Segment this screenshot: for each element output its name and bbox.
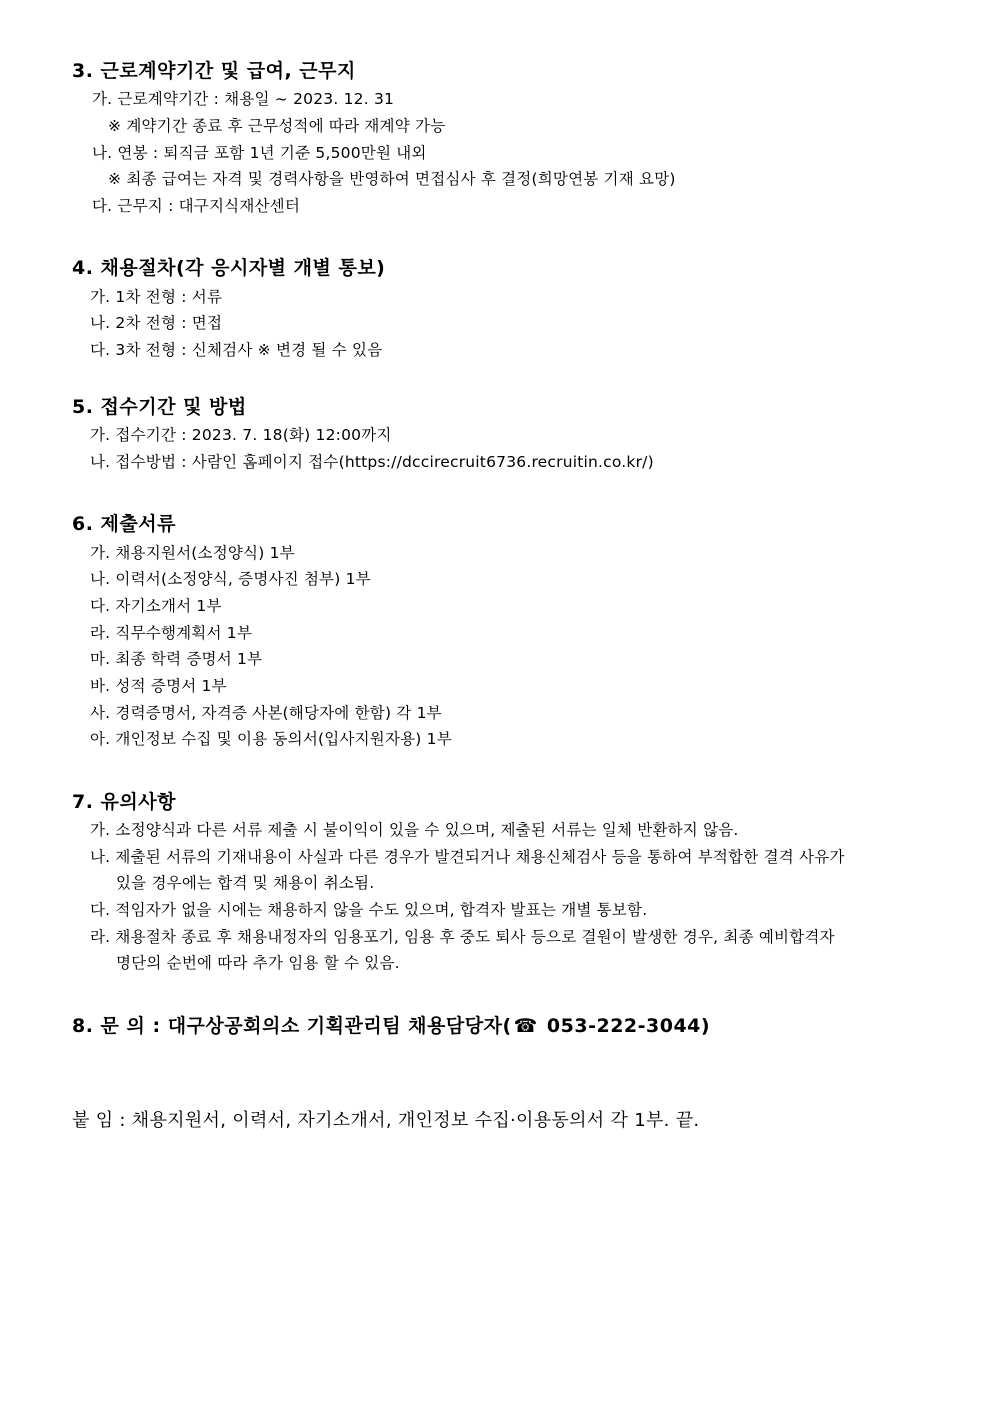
section-6-heading: 6. 제출서류 <box>72 513 176 535</box>
attachment-line: 붙 임 : 채용지원서, 이력서, 자기소개서, 개인정보 수집·이용동의서 각 1부. 끝. <box>72 1110 700 1131</box>
section-3-item-da: 다. 근무지 : 대구지식재산센터 <box>92 197 301 215</box>
section-5-item-na: 나. 접수방법 : 사람인 홈페이지 접수(https://dccirecruit6736.recruitin.co.kr/) <box>90 453 654 471</box>
section-7-item-na: 나. 제출된 서류의 기재내용이 사실과 다른 경우가 발견되거나 채용신체검사 등을 통하여 부적합한 결격 사유가 <box>90 848 845 866</box>
section-3-item-na: 나. 연봉 : 퇴직금 포함 1년 기준 5,500만원 내외 <box>92 144 427 162</box>
section-6-item-ma: 마. 최종 학력 증명서 1부 <box>90 650 263 668</box>
section-3-item-ga: 가. 근로계약기간 : 채용일 ~ 2023. 12. 31 <box>92 90 395 108</box>
section-3-heading: 3. 근로계약기간 및 급여, 근무지 <box>72 60 356 82</box>
section-7-item-ga: 가. 소정양식과 다른 서류 제출 시 불이익이 있을 수 있으며, 제출된 서류는 일체 반환하지 않음. <box>90 821 739 839</box>
section-6-item-da: 다. 자기소개서 1부 <box>90 597 222 615</box>
section-5-item-ga: 가. 접수기간 : 2023. 7. 18(화) 12:00까지 <box>90 426 392 444</box>
section-8-heading <box>72 1011 710 1038</box>
section-6-item-sa: 사. 경력증명서, 자격증 사본(해당자에 한함) 각 1부 <box>90 704 442 722</box>
section-6-item-ba: 바. 성적 증명서 1부 <box>90 677 227 695</box>
section-4-heading: 4. 채용절차(각 응시자별 개별 통보) <box>72 257 386 279</box>
section-3-note-2: ※ 최종 급여는 자격 및 경력사항을 반영하여 면접심사 후 결정(희망연봉 기재 요망) <box>108 170 676 188</box>
section-6-item-ra: 라. 직무수행계획서 1부 <box>90 624 253 642</box>
section-6-item-na: 나. 이력서(소정양식, 증명사진 첨부) 1부 <box>90 570 371 588</box>
contact-label: 8. 문 의 : 대구상공회의소 기획관리팀 채용담당자( <box>72 1015 512 1037</box>
section-7-item-ra: 라. 채용절차 종료 후 채용내정자의 임용포기, 임용 후 중도 퇴사 등으로 결원이 발생한 경우, 최종 예비합격자 <box>90 928 835 946</box>
section-6-item-a: 아. 개인정보 수집 및 이용 동의서(입사지원자용) 1부 <box>90 730 452 748</box>
phone-icon: ☎ <box>513 1015 538 1037</box>
section-7-heading: 7. 유의사항 <box>72 791 176 813</box>
section-7-item-ra-cont: 명단의 순번에 따라 추가 임용 할 수 있음. <box>116 954 400 972</box>
section-4-item-da: 다. 3차 전형 : 신체검사 ※ 변경 될 수 있음 <box>90 341 383 359</box>
section-5-heading: 5. 접수기간 및 방법 <box>72 396 247 418</box>
section-3-note-1: ※ 계약기간 종료 후 근무성적에 따라 재계약 가능 <box>108 117 446 135</box>
section-6-item-ga: 가. 채용지원서(소정양식) 1부 <box>90 544 295 562</box>
section-7-item-da: 다. 적임자가 없을 시에는 채용하지 않을 수도 있으며, 합격자 발표는 개별 통보함. <box>90 901 648 919</box>
section-7-item-na-cont: 있을 경우에는 합격 및 채용이 취소됨. <box>116 874 375 892</box>
section-4-item-ga: 가. 1차 전형 : 서류 <box>90 288 223 306</box>
section-4-item-na: 나. 2차 전형 : 면접 <box>90 314 223 332</box>
contact-phone: 053-222-3044) <box>539 1015 711 1037</box>
